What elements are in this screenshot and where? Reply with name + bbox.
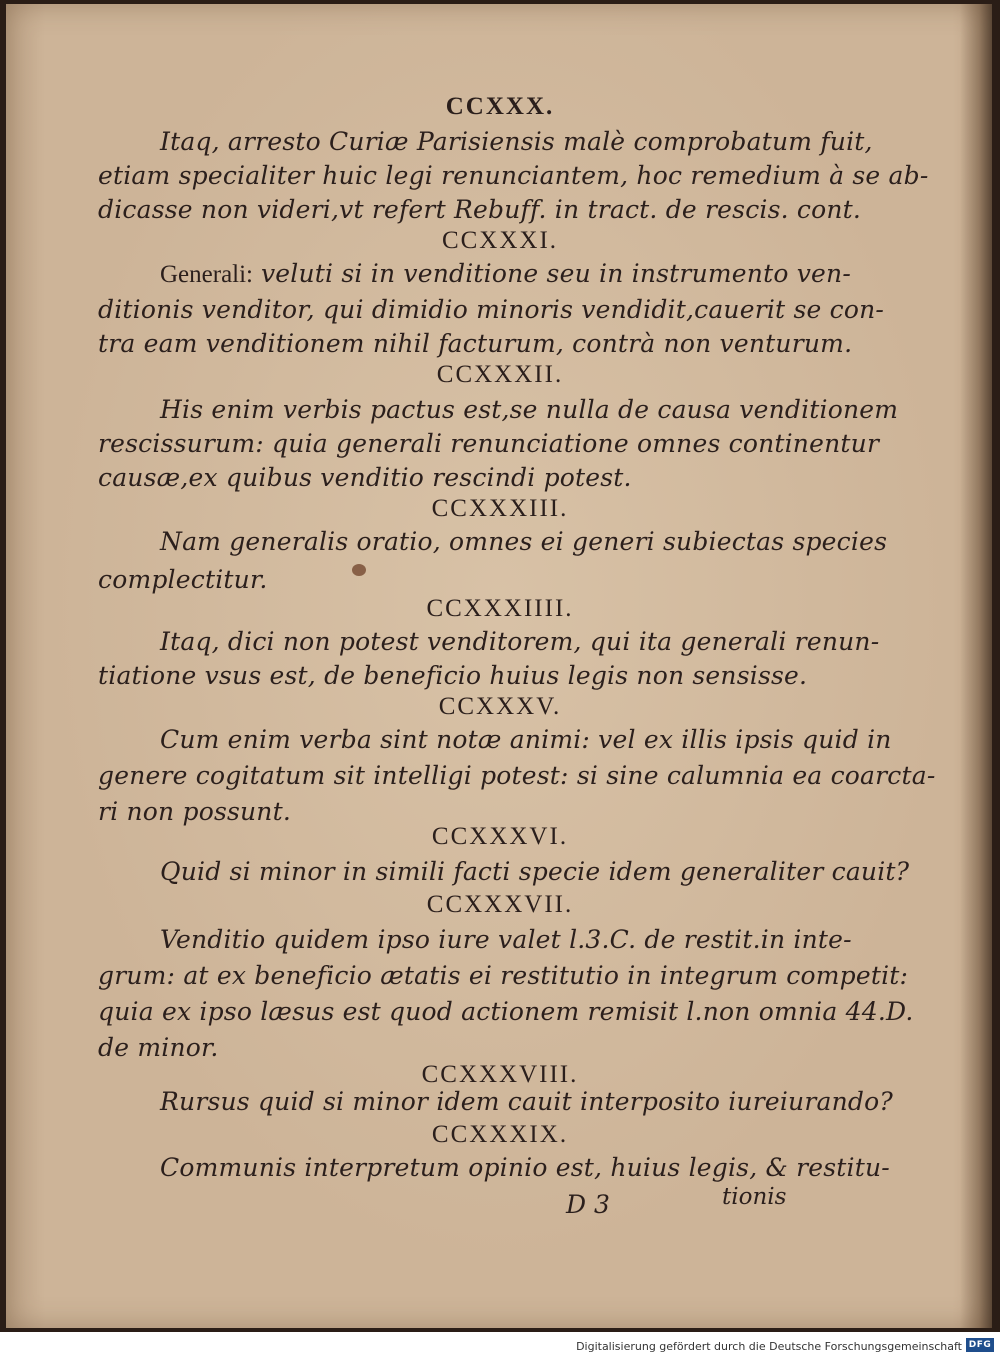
text-line: tiatione vsus est, de beneficio huius legis non sensisse. xyxy=(98,661,808,690)
text-line: de minor. xyxy=(98,1033,219,1062)
section-heading: CCXXXI. xyxy=(441,227,559,254)
funding-credit: Digitalisierung gefördert durch die Deutsche Forschungsgemeinschaft xyxy=(576,1340,962,1353)
section-heading: CCXXXVIII. xyxy=(421,1061,579,1088)
text-line: ditionis venditor, qui dimidio minoris vendidit,cauerit se con- xyxy=(98,295,885,324)
text-line: grum: at ex beneficio ætatis ei restitutio in integrum competit: xyxy=(98,961,909,990)
text-line: Itaq, dici non potest venditorem, qui ita generali renun- xyxy=(160,627,880,656)
text-line: genere cogitatum sit intelligi potest: si sine calumnia ea coarcta- xyxy=(98,761,936,790)
text-line: causæ,ex quibus venditio rescindi potest. xyxy=(98,463,632,492)
text-line: Quid si minor in simili facti specie idem generaliter cauit? xyxy=(160,857,910,886)
text-line: Rursus quid si minor idem cauit interposito iureiurando? xyxy=(160,1087,893,1116)
text-line: rescissurum: quia generali renunciatione omnes continentur xyxy=(98,429,880,458)
text-line: dicasse non videri,vt refert Rebuff. in tract. de rescis. cont. xyxy=(98,195,862,224)
text-line: quia ex ipso læsus est quod actionem remisit l.non omnia 44.D. xyxy=(98,997,914,1026)
text-line: Nam generalis oratio, omnes ei generi subiectas species xyxy=(160,527,888,556)
lead-word: Generali: xyxy=(160,261,254,288)
section-heading: CCXXX. xyxy=(445,93,555,120)
section-heading: CCXXXV. xyxy=(438,693,562,720)
text-line: Generali: veluti si in venditione seu in instrumento ven- xyxy=(160,259,851,288)
text-line: tra eam venditionem nihil facturum, contrà non venturum. xyxy=(98,329,853,358)
section-heading: CCXXXII. xyxy=(436,361,564,388)
text-line: His enim verbis pactus est,se nulla de causa venditionem xyxy=(160,395,899,424)
text-line: complectitur. xyxy=(98,565,268,594)
catchword: tionis xyxy=(722,1184,787,1210)
signature-mark: D 3 xyxy=(566,1190,610,1219)
text-line: Communis interpretum opinio est, huius legis, & restitu- xyxy=(160,1153,890,1182)
dfg-logo: DFG xyxy=(966,1338,994,1352)
text-line: Itaq, arresto Curiæ Parisiensis malè comprobatum fuit, xyxy=(160,127,873,156)
section-heading: CCXXXIX. xyxy=(431,1121,569,1148)
text-line: Venditio quidem ipso iure valet l.3.C. de restit.in inte- xyxy=(160,925,852,954)
text-line: Cum enim verba sint notæ animi: vel ex illis ipsis quid in xyxy=(160,725,892,754)
text-line: ri non possunt. xyxy=(98,797,292,826)
text-line: etiam specialiter huic legi renunciantem, hoc remedium à se ab- xyxy=(98,161,929,190)
section-heading: CCXXXVI. xyxy=(431,823,569,850)
section-heading: CCXXXVII. xyxy=(426,891,574,918)
section-heading: CCXXXIIII. xyxy=(426,595,574,622)
section-heading: CCXXXIII. xyxy=(431,495,569,522)
footer-bar xyxy=(0,1332,1000,1358)
